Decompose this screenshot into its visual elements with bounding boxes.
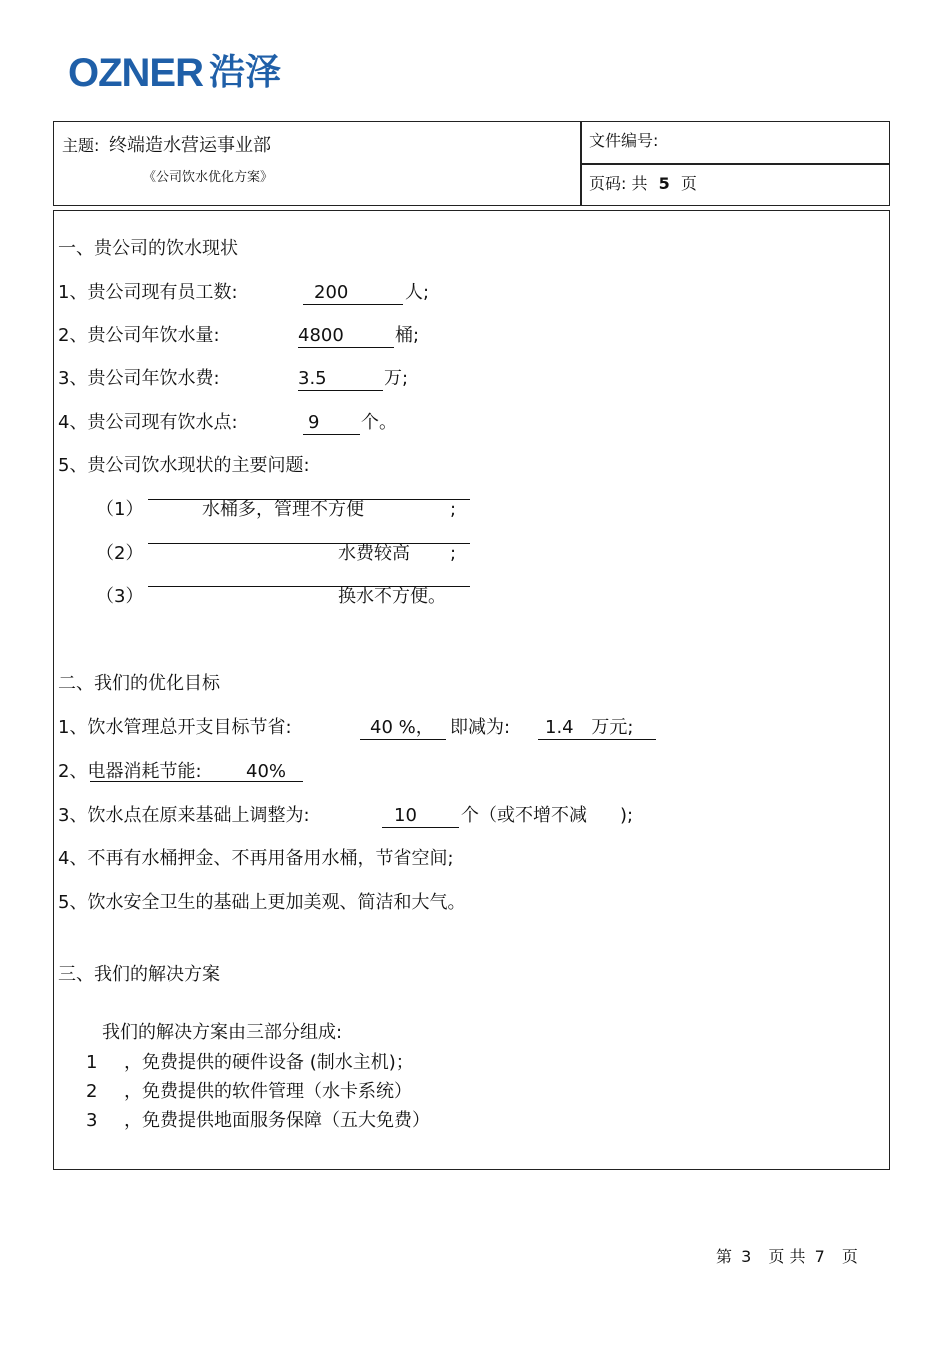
annual-fee-value <box>298 368 383 391</box>
subject-label: 主题: <box>62 136 100 155</box>
problem-2-number: （2） <box>96 543 144 564</box>
section2-heading: 二、我们的优化目标 <box>58 673 220 694</box>
employee-count-unit: 人; <box>405 282 430 303</box>
cost-target-amount <box>538 717 656 740</box>
annual-fee-text: 3.5 <box>298 368 327 389</box>
water-point-adjust-text: 10 <box>394 805 417 826</box>
cost-target-amount-text: 1.4 <box>545 717 574 738</box>
problem-3-line <box>148 586 470 607</box>
water-point-adjust-label: 3、饮水点在原来基础上调整为: <box>58 805 310 826</box>
solution-intro: 我们的解决方案由三部分组成: <box>102 1022 343 1043</box>
annual-fee-unit: 万; <box>384 368 409 389</box>
annual-water-text: 4800 <box>298 325 344 346</box>
problem-2-end: ; <box>450 543 457 564</box>
page-count-unit: 页 <box>680 174 697 193</box>
water-point-adjust-unit: 个（或不增不减 <box>461 805 587 826</box>
problem-1-number: （1） <box>96 499 144 520</box>
problems-label: 5、贵公司饮水现状的主要问题: <box>58 455 310 476</box>
logo-chinese-text: 浩泽 <box>209 52 282 93</box>
cost-saving-label: 1、饮水管理总开支目标节省: <box>58 717 292 738</box>
solution-part-1-text: ，免费提供的硬件设备 (制水主机)； <box>124 1052 414 1073</box>
page-footer <box>716 1247 858 1267</box>
problem-2-text: 水费较高 <box>338 543 410 564</box>
energy-saving-value: 40% <box>246 761 287 782</box>
solution-part-2-text: ，免费提供的软件管理（水卡系统） <box>124 1081 412 1102</box>
document-header-table <box>53 121 890 206</box>
section1-heading: 一、贵公司的饮水现状 <box>58 238 238 259</box>
water-points-unit: 个。 <box>361 412 397 433</box>
problem-3-text: 换水不方便。 <box>338 586 446 607</box>
employee-count-label: 1、贵公司现有员工数: <box>58 282 238 303</box>
page-count-field <box>589 174 697 194</box>
problem-1-text: 水桶多，管理不方便 <box>202 499 364 520</box>
problem-3-number: （3） <box>96 586 144 607</box>
cost-reduce-label: 即减为: <box>450 717 511 738</box>
file-number-label: 文件编号: <box>589 131 659 150</box>
annual-water-value <box>298 325 394 348</box>
cost-saving-percent <box>360 717 446 740</box>
no-deposit-item: 4、不再有水桶押金、不再用备用水桶，节省空间; <box>58 848 454 869</box>
employee-count-value <box>303 282 403 305</box>
logo-latin-text: OZNER <box>68 51 203 95</box>
solution-part-2-number: 2 <box>86 1081 98 1102</box>
cost-target-unit: 万元; <box>591 717 634 738</box>
footer-prefix: 第 <box>716 1247 733 1266</box>
footer-mid: 页 共 <box>768 1247 806 1266</box>
document-title: 《公司饮水优化方案》 <box>143 170 274 185</box>
water-points-label: 4、贵公司现有饮水点: <box>58 412 238 433</box>
annual-fee-label: 3、贵公司年饮水费: <box>58 368 220 389</box>
energy-saving-label: 2、电器消耗节能: <box>58 761 202 782</box>
water-points-text: 9 <box>308 412 320 433</box>
company-logo <box>68 52 281 94</box>
page-count-value: 5 <box>658 174 670 193</box>
aesthetic-item: 5、饮水安全卫生的基础上更加美观、简洁和大气。 <box>58 892 466 913</box>
cost-saving-percent-text: 40 %， <box>370 717 434 738</box>
problem-2-line <box>148 543 470 564</box>
water-point-adjust-value <box>382 805 459 828</box>
water-point-adjust-end: ); <box>620 805 634 826</box>
employee-count-text: 200 <box>314 282 349 303</box>
problem-1-end: ; <box>450 499 457 520</box>
annual-water-label: 2、贵公司年饮水量: <box>58 325 220 346</box>
problem-1-line <box>148 499 470 520</box>
solution-part-1-number: 1 <box>86 1052 98 1073</box>
footer-suffix: 页 <box>841 1247 858 1266</box>
annual-water-unit: 桶; <box>395 325 420 346</box>
water-points-value <box>303 412 360 435</box>
section3-heading: 三、我们的解决方案 <box>58 964 220 985</box>
solution-part-3-number: 3 <box>86 1110 98 1131</box>
footer-total-pages: 7 <box>814 1247 825 1266</box>
footer-current-page: 3 <box>741 1247 752 1266</box>
subject-value: 终端造水营运事业部 <box>109 135 271 156</box>
header-row-divider <box>580 163 889 165</box>
solution-part-3-text: ，免费提供地面服务保障（五大免费） <box>124 1110 430 1131</box>
page-count-label: 页码: 共 <box>589 174 648 193</box>
